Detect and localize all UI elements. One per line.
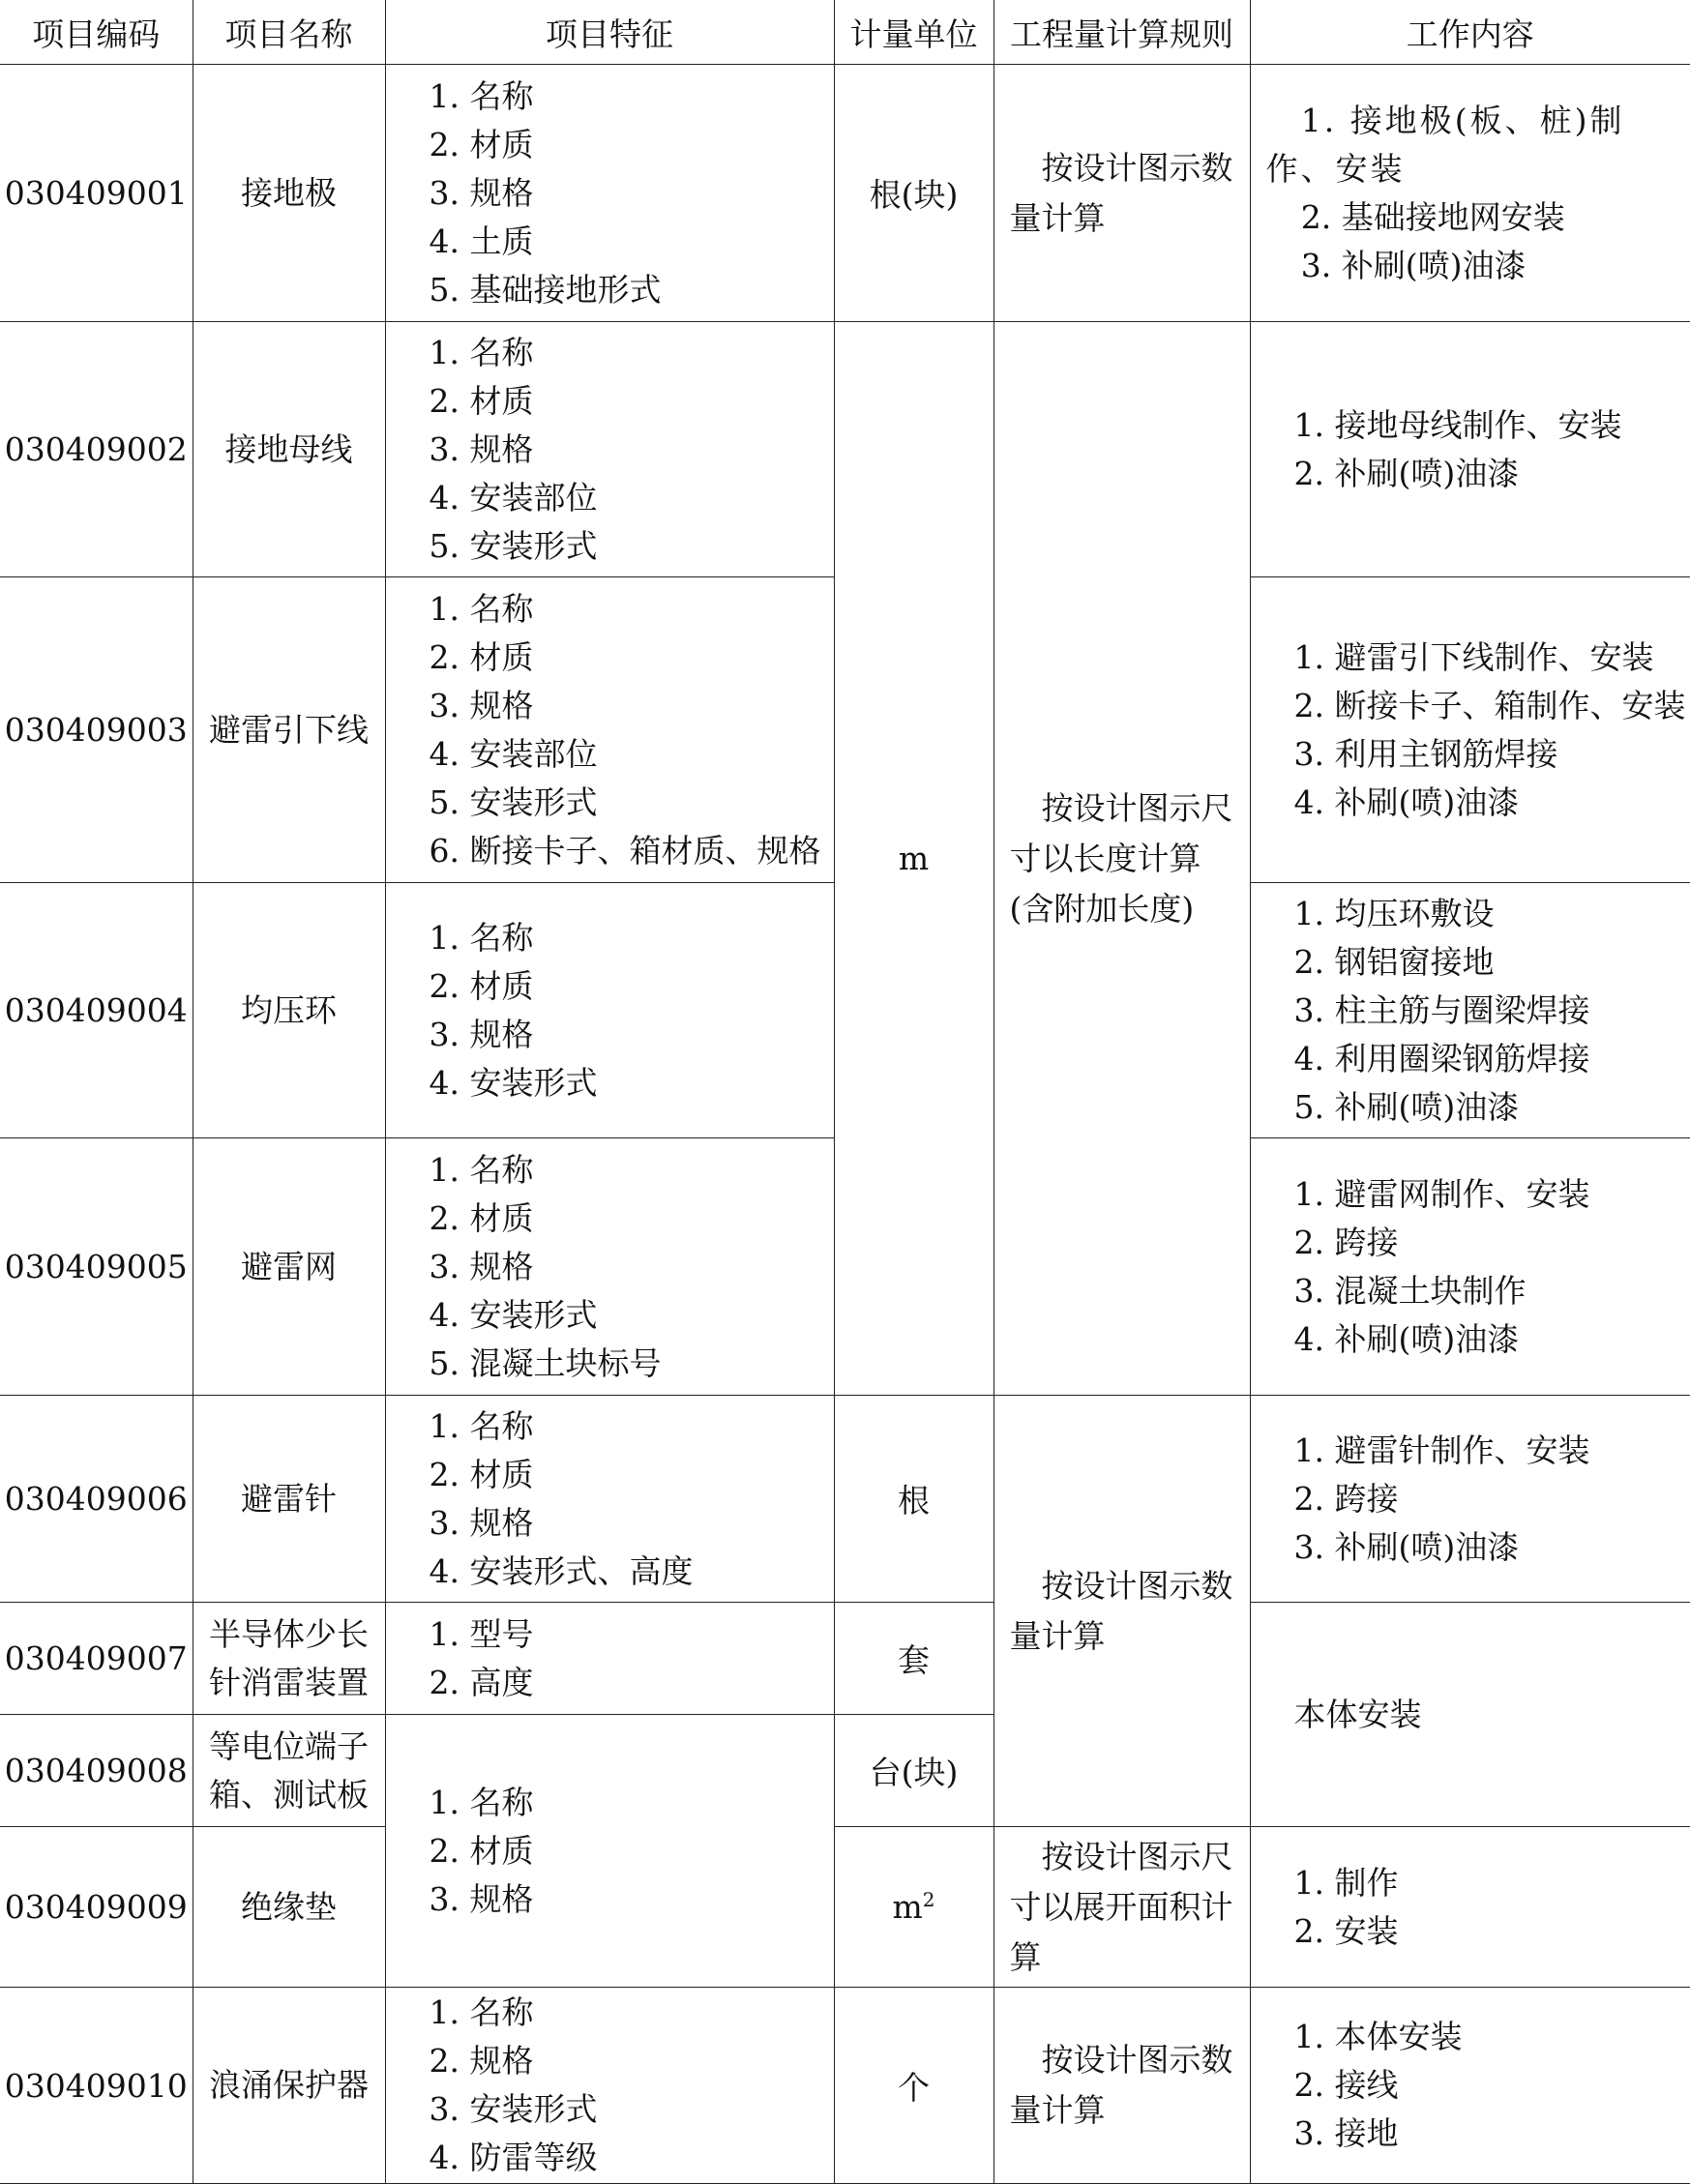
feature-line: 6. 断接卡子、箱材质、规格	[430, 827, 834, 875]
item-code: 030409005	[0, 1138, 193, 1396]
rule-text: 按设计图示尺寸以展开面积计算	[1010, 1832, 1236, 1983]
rule-text: 按设计图示尺寸以长度计算(含附加长度)	[1010, 783, 1236, 934]
feature-line: 1. 型号	[430, 1610, 834, 1659]
item-unit: 根	[834, 1396, 993, 1603]
feature-line: 5. 基础接地形式	[430, 266, 834, 314]
work-line: 2. 接线	[1294, 2061, 1677, 2110]
item-name: 接地母线	[193, 322, 385, 577]
item-code: 030409003	[0, 577, 193, 883]
feature-line: 2. 材质	[430, 962, 834, 1011]
rule-text: 按设计图示数量计算	[1010, 1561, 1236, 1662]
item-work	[1250, 1827, 1690, 1988]
header-code: 项目编码	[0, 0, 193, 65]
feature-line: 2. 材质	[430, 1451, 834, 1499]
item-name: 避雷引下线	[193, 577, 385, 883]
item-name: 避雷网	[193, 1138, 385, 1396]
header-features: 项目特征	[385, 0, 834, 65]
work-line: 2. 基础接地网安装	[1266, 193, 1690, 242]
work-line: 2. 补刷(喷)油漆	[1294, 450, 1677, 498]
table-row	[0, 322, 1690, 577]
item-features	[385, 1603, 834, 1715]
work-line: 1. 均压环敷设	[1294, 890, 1677, 938]
feature-line: 3. 规格	[430, 1499, 834, 1548]
feature-line: 2. 材质	[430, 121, 834, 169]
feature-line: 3. 规格	[430, 682, 834, 730]
unit-base: m	[892, 1888, 922, 1926]
item-code: 030409004	[0, 883, 193, 1138]
item-unit	[834, 1827, 993, 1988]
item-features	[385, 65, 834, 322]
item-work-merged	[1250, 1603, 1690, 1827]
feature-line: 5. 安装形式	[430, 522, 834, 571]
feature-line: 1. 名称	[430, 73, 834, 121]
feature-line: 4. 安装形式	[430, 1059, 834, 1107]
work-line: 3. 补刷(喷)油漆	[1266, 242, 1690, 290]
work-line: 3. 补刷(喷)油漆	[1294, 1523, 1677, 1572]
table-row	[0, 1827, 1690, 1988]
feature-line: 1. 名称	[430, 329, 834, 377]
work-line: 2. 跨接	[1294, 1475, 1677, 1523]
item-name: 均压环	[193, 883, 385, 1138]
feature-line: 2. 材质	[430, 1195, 834, 1243]
work-line: 2. 钢铝窗接地	[1294, 938, 1677, 987]
work-line: 4. 补刷(喷)油漆	[1294, 1315, 1677, 1364]
item-name: 接地极	[193, 65, 385, 322]
feature-line: 1. 名称	[430, 1989, 834, 2037]
header-unit: 计量单位	[834, 0, 993, 65]
feature-line: 1. 名称	[430, 1779, 834, 1827]
unit-superscript: 2	[923, 1888, 935, 1911]
work-line: 4. 补刷(喷)油漆	[1294, 779, 1677, 827]
feature-line: 2. 规格	[430, 2037, 834, 2085]
feature-line: 1. 名称	[430, 1402, 834, 1451]
feature-line: 2. 材质	[430, 377, 834, 426]
item-code: 030409002	[0, 322, 193, 577]
feature-line: 3. 规格	[430, 1011, 834, 1059]
item-features	[385, 577, 834, 883]
feature-line: 4. 安装形式	[430, 1291, 834, 1340]
work-line: 2. 安装	[1294, 1907, 1677, 1956]
work-line: 1. 避雷网制作、安装	[1294, 1170, 1677, 1219]
item-code: 030409001	[0, 65, 193, 322]
item-work	[1250, 577, 1690, 883]
item-code: 030409007	[0, 1603, 193, 1715]
feature-line: 4. 土质	[430, 218, 834, 266]
feature-line: 3. 规格	[430, 169, 834, 218]
rule-text: 按设计图示数量计算	[1010, 2035, 1236, 2136]
work-line: 1. 避雷针制作、安装	[1294, 1427, 1677, 1475]
work-line: 3. 接地	[1294, 2110, 1677, 2158]
feature-line: 4. 安装形式、高度	[430, 1548, 834, 1596]
item-unit: 台(块)	[834, 1715, 993, 1827]
work-line: 3. 利用主钢筋焊接	[1294, 730, 1677, 779]
item-name	[193, 1603, 385, 1715]
item-name	[193, 1715, 385, 1827]
item-name: 绝缘垫	[193, 1827, 385, 1988]
work-line: 1. 制作	[1294, 1859, 1677, 1907]
header-rule: 工程量计算规则	[993, 0, 1250, 65]
item-code: 030409010	[0, 1988, 193, 2184]
header-name: 项目名称	[193, 0, 385, 65]
table-row	[0, 1396, 1690, 1603]
item-features-merged	[385, 1715, 834, 1988]
table-row	[0, 1988, 1690, 2184]
item-name: 浪涌保护器	[193, 1988, 385, 2184]
feature-line: 1. 名称	[430, 585, 834, 634]
item-code: 030409008	[0, 1715, 193, 1827]
item-work	[1250, 1988, 1690, 2184]
table-header-row	[0, 0, 1690, 65]
feature-line: 3. 规格	[430, 426, 834, 474]
table-row	[0, 1603, 1690, 1715]
item-unit: 个	[834, 1988, 993, 2184]
feature-line: 2. 高度	[430, 1659, 834, 1707]
rule-text: 按设计图示数量计算	[1010, 143, 1236, 244]
item-work	[1250, 322, 1690, 577]
feature-line: 2. 材质	[430, 634, 834, 682]
item-unit: 根(块)	[834, 65, 993, 322]
feature-line: 3. 规格	[430, 1875, 834, 1924]
work-line: 3. 混凝土块制作	[1294, 1267, 1677, 1315]
item-work	[1250, 1138, 1690, 1396]
feature-line: 3. 规格	[430, 1243, 834, 1291]
feature-line: 1. 名称	[430, 1146, 834, 1195]
work-line: 3. 柱主筋与圈梁焊接	[1294, 987, 1677, 1035]
item-work	[1250, 65, 1690, 322]
work-line: 1. 接地极(板、桩)制作、安装	[1266, 97, 1690, 193]
name-line: 半导体少长	[193, 1610, 385, 1659]
header-work: 工作内容	[1250, 0, 1690, 65]
feature-line: 2. 材质	[430, 1827, 834, 1875]
work-line: 2. 断接卡子、箱制作、安装	[1294, 682, 1677, 730]
work-line: 本体安装	[1294, 1691, 1677, 1739]
work-line: 5. 补刷(喷)油漆	[1294, 1083, 1677, 1132]
feature-line: 4. 防雷等级	[430, 2134, 834, 2182]
item-work	[1250, 883, 1690, 1138]
item-features	[385, 1138, 834, 1396]
item-features	[385, 322, 834, 577]
work-line: 4. 利用圈梁钢筋焊接	[1294, 1035, 1677, 1083]
feature-line: 4. 安装部位	[430, 730, 834, 779]
work-line: 1. 接地母线制作、安装	[1294, 401, 1677, 450]
item-rule	[993, 1827, 1250, 1988]
item-rule-merged	[993, 322, 1250, 1396]
item-code: 030409006	[0, 1396, 193, 1603]
item-rule-merged	[993, 1396, 1250, 1827]
item-unit-merged: m	[834, 322, 993, 1396]
name-line: 等电位端子	[193, 1723, 385, 1771]
item-unit: 套	[834, 1603, 993, 1715]
work-line: 1. 避雷引下线制作、安装	[1294, 634, 1677, 682]
feature-line: 5. 安装形式	[430, 779, 834, 827]
item-features	[385, 1396, 834, 1603]
item-features	[385, 883, 834, 1138]
feature-line: 3. 安装形式	[430, 2085, 834, 2134]
feature-line: 4. 安装部位	[430, 474, 834, 522]
feature-line: 5. 混凝土块标号	[430, 1340, 834, 1388]
feature-line: 1. 名称	[430, 914, 834, 962]
name-line: 箱、测试板	[193, 1771, 385, 1819]
work-line: 1. 本体安装	[1294, 2013, 1677, 2061]
work-line: 2. 跨接	[1294, 1219, 1677, 1267]
item-rule	[993, 65, 1250, 322]
item-rule	[993, 1988, 1250, 2184]
item-name: 避雷针	[193, 1396, 385, 1603]
name-line: 针消雷装置	[193, 1659, 385, 1707]
table-row	[0, 65, 1690, 322]
item-code: 030409009	[0, 1827, 193, 1988]
item-work	[1250, 1396, 1690, 1603]
item-features	[385, 1988, 834, 2184]
